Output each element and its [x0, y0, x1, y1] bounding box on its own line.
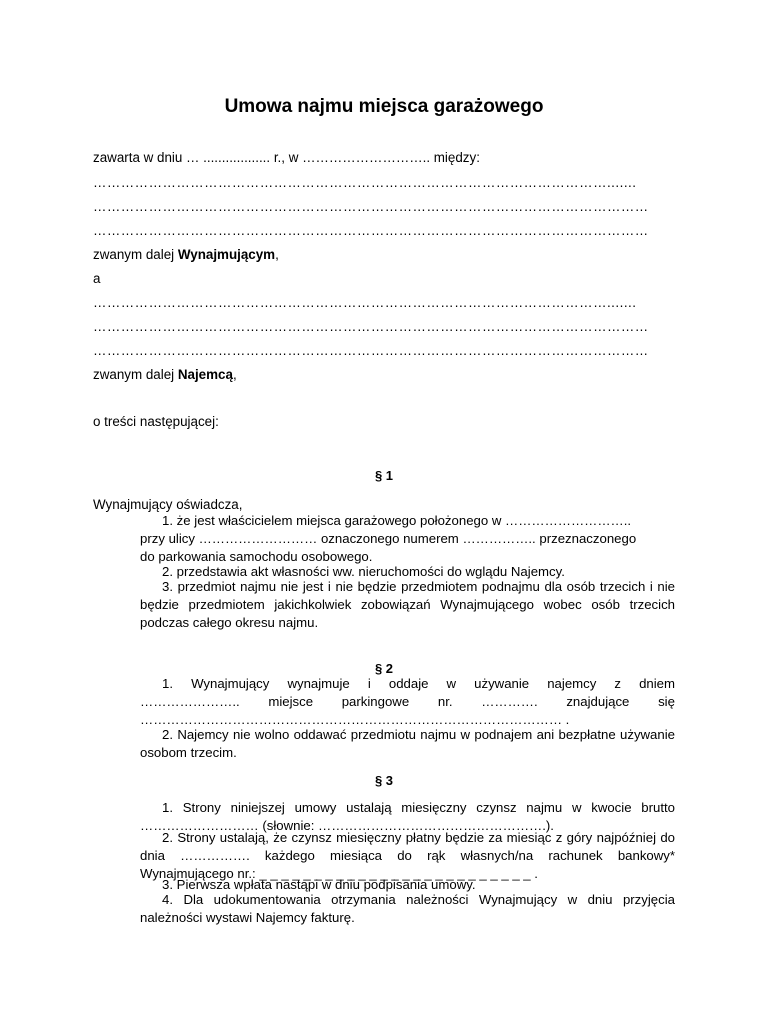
- blank-dots-line: …………………………………………………………………………………………………………: [93, 343, 649, 358]
- blank-dots-line: …………………………………………………………………………………………………………: [93, 199, 649, 214]
- document-title: Umowa najmu miejsca garażowego: [224, 96, 544, 117]
- zwanym-label: zwanym dalej: [93, 247, 178, 262]
- section-3-item-1: 1. Strony niniejszej umowy ustalają miesięczny czynsz najmu w kwocie brutto ……………………… (słownie: …………………………………………….).: [140, 800, 675, 833]
- zwanym-label: zwanym dalej: [93, 367, 178, 382]
- landlord-term: Wynajmującym: [177, 247, 276, 262]
- word: dniem: [639, 676, 675, 691]
- blank-dots-line: …………………………………………………………………………………………………………: [93, 223, 649, 238]
- section-2-heading: § 2: [374, 661, 394, 676]
- word: się: [658, 694, 675, 709]
- justified-line: [140, 675, 675, 693]
- tenant-line: [93, 367, 237, 383]
- word: w: [446, 676, 457, 691]
- word: używanie: [474, 676, 530, 691]
- section-2-item-2: 2. Najemcy nie wolno oddawać przedmiotu najmu w podnajem ani bezpłatne używanie osobom trzecim.: [140, 727, 675, 760]
- section-1-item-2: 2. przedstawia akt własności ww. nieruchomości do wglądu Najemcy.: [162, 564, 565, 579]
- blank-dots-line: …………………………………………………………………………………………………………: [93, 319, 649, 334]
- word: nr.: [437, 694, 453, 709]
- blank-dots-line: ………………………………………………………………………………………………….......: [93, 175, 637, 190]
- blank-dots-line: ………………………………………………………………………………………………….......: [93, 295, 637, 310]
- word: z: [614, 676, 621, 691]
- word: parkingowe: [341, 694, 410, 709]
- landlord-line: [93, 247, 279, 263]
- section-3-item-3: 3. Pierwsza wpłata nastąpi w dniu podpisania umowy.: [162, 877, 476, 892]
- word: i: [367, 676, 371, 691]
- comma: ,: [275, 247, 279, 262]
- word: ………….: [481, 694, 538, 709]
- intro-line: zawarta w dniu … .................. r., w ……………………….. między:: [93, 150, 480, 165]
- word: miejsce: [268, 694, 314, 709]
- section-3-item-4: 4. Dla udokumentowania otrzymania należności Wynajmujący w dniu przyjęcia należności wystawi Najemcy fakturę.: [140, 892, 675, 925]
- section-1-heading: § 1: [374, 468, 394, 483]
- o-tresci-line: o treści następującej:: [93, 414, 219, 429]
- section-1-item-1: 1. że jest właścicielem miejsca garażowego położonego w ……………………….. przy ulicy ……………………… oznaczonego numerem …………….. przeznaczonego do parkowania samochodu osobowego.: [140, 513, 637, 564]
- word: …………………..: [140, 694, 240, 709]
- section-3-item-2: 2. Strony ustalają, że czynsz miesięczny płatny będzie za miesiąc z góry najpóźniej do dnia ……………. każdego miesiąca do rąk własnych/na rachunek bankowy* Wynajmującego nr.: _ _ _ _ _ _ _ _ _ _ _ _ _ _ _ _ _ _ _ _ _ _ _ _ _ .: [140, 830, 676, 881]
- section-1-lead: Wynajmujący oświadcza,: [93, 497, 243, 512]
- tenant-term: Najemcą: [177, 367, 233, 382]
- word: znajdujące: [566, 694, 630, 709]
- word: Wynajmujący: [191, 676, 270, 691]
- section-3-heading: § 3: [374, 773, 394, 788]
- section-1-item-3: 3. przedmiot najmu nie jest i nie będzie przedmiotem podnajmu dla osób trzecich i nie będzie przedmiotem jakichkolwiek zobowiązań Wynajmującego wobec osób trzecich podczas całego okresu najmu.: [140, 579, 675, 630]
- conjunction-a: a: [93, 271, 101, 286]
- section-2-item-1: 1. Wynajmujący wynajmuje i oddaje w używanie najemcy z dniem ………………….. miejsce parkingowe nr. …………. znajdujące się …………………………………………………………………………………… .: [140, 676, 675, 727]
- item-number: 1.: [162, 676, 173, 691]
- word: oddaje: [388, 676, 429, 691]
- word: wynajmuje: [287, 676, 350, 691]
- comma: ,: [232, 367, 237, 382]
- word: najemcy: [547, 676, 597, 691]
- justified-line: [140, 693, 675, 711]
